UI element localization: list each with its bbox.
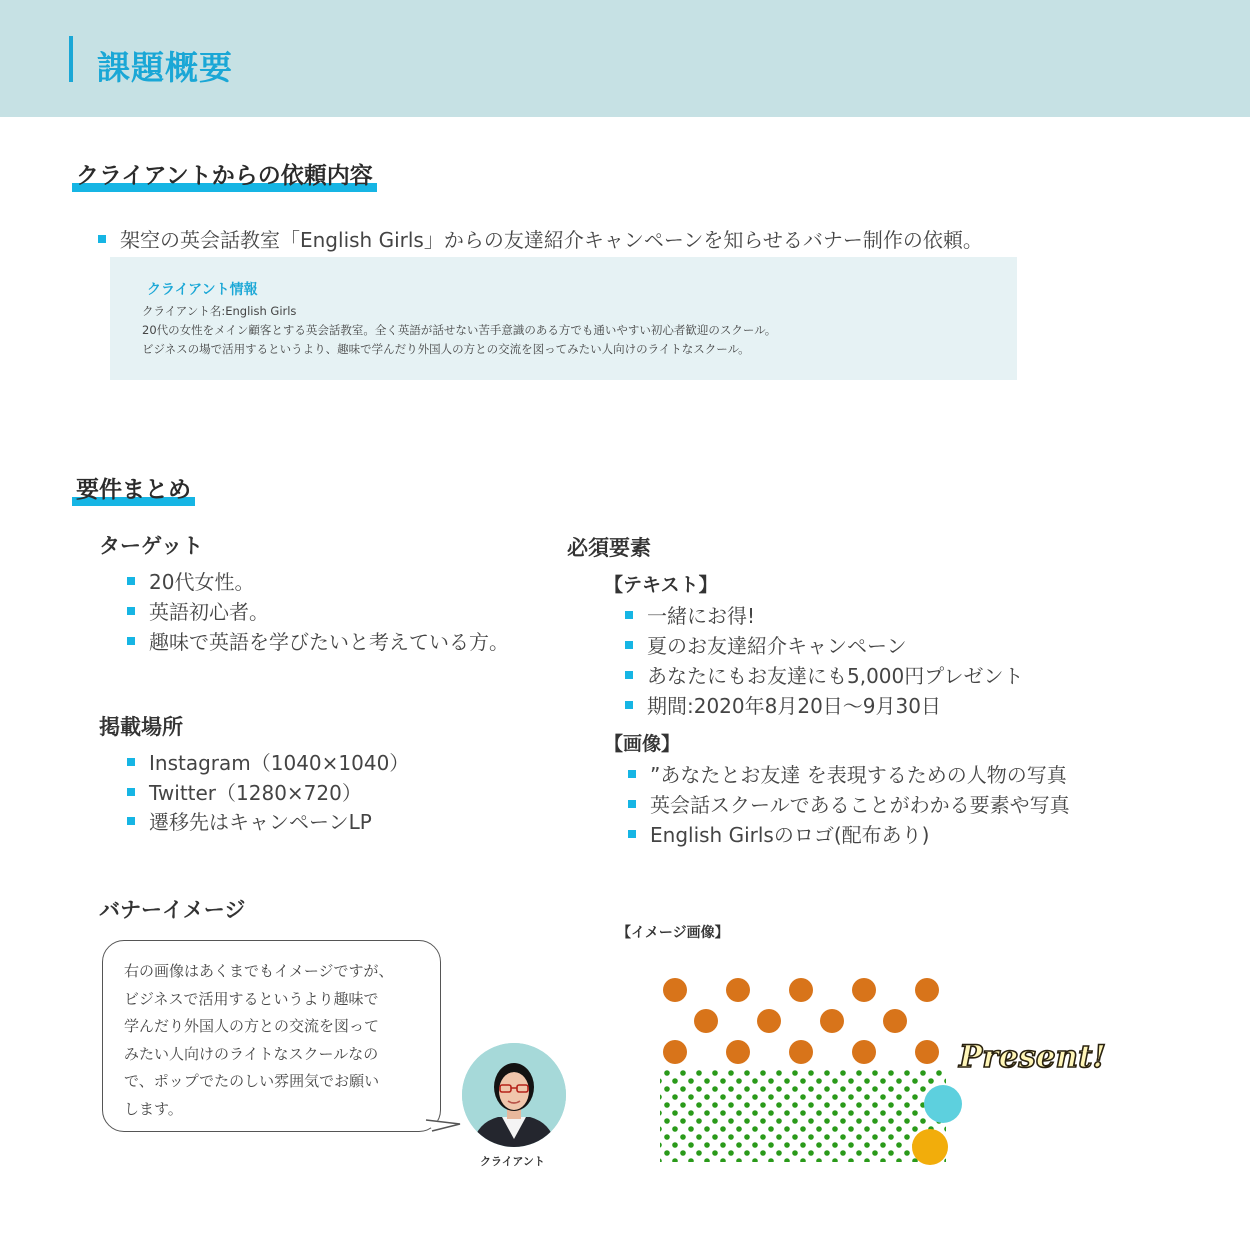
bullet-square-icon	[625, 671, 633, 679]
list-item	[127, 806, 372, 835]
woman-portrait-icon	[462, 1043, 566, 1147]
list-item-text: 20代女性。	[149, 570, 255, 594]
speech-bubble-text	[124, 958, 429, 1124]
client-info-line: 20代の女性をメイン顧客とする英会話教室。全く英語が話せない苦手意識のある方でも通いやすい初心者歓迎のスクール。	[142, 323, 777, 337]
bullet-square-icon	[127, 817, 135, 825]
bubble-line: 右の画像はあくまでもイメージですが、	[124, 962, 394, 980]
bullet-square-icon	[625, 641, 633, 649]
list-item-text: English Girlsのロゴ(配布あり)	[650, 823, 930, 847]
list-item	[127, 777, 362, 806]
cyan-circle	[924, 1085, 962, 1123]
yellow-circle	[912, 1129, 948, 1165]
green-dot-pattern	[660, 1069, 946, 1162]
bubble-line: 学んだり外国人の方との交流を図って	[124, 1017, 380, 1036]
bullet-square-icon	[625, 701, 633, 709]
list-item	[625, 630, 907, 659]
bullet-square-icon	[127, 607, 135, 615]
section-title-client-request	[72, 162, 377, 190]
request-bullet	[98, 224, 983, 253]
required-image-label: 【画像】	[604, 733, 681, 755]
bullet-square-icon	[98, 235, 106, 243]
list-item-text: 期間:2020年8月20日〜9月30日	[647, 694, 941, 718]
bullet-square-icon	[628, 770, 636, 778]
client-info-line: ビジネスの場で活用するというより、趣味で学んだり外国人の方との交流を図ってみたい人向けのライトなスクール。	[142, 342, 750, 356]
request-bullet-text: 架空の英会話教室「English Girls」からの友達紹介キャンペーンを知らせるバナー制作の依頼。	[120, 228, 983, 252]
bubble-line: みたい人向けのライトなスクールなの	[124, 1044, 379, 1063]
list-item-text: ”あなたとお友達 を表現するための人物の写真	[650, 763, 1067, 787]
list-item	[628, 759, 1067, 788]
page-title: 課題概要	[97, 48, 233, 87]
list-item	[127, 747, 409, 776]
header-accent-bar	[69, 36, 73, 82]
list-item	[625, 660, 1023, 689]
bubble-line: ビジネスで活用するというより趣味で	[124, 989, 379, 1008]
speech-bubble-tail	[420, 1098, 464, 1134]
bullet-square-icon	[127, 637, 135, 645]
bullet-square-icon	[628, 800, 636, 808]
list-item-text: あなたにもお友達にも5,000円プレゼント	[647, 664, 1024, 688]
target-title: ターゲット	[99, 534, 204, 558]
header-band	[0, 0, 1250, 117]
list-item-text: Twitter（1280×720）	[149, 781, 362, 805]
bullet-square-icon	[127, 577, 135, 585]
client-info-title: クライアント情報	[147, 282, 258, 298]
list-item	[127, 566, 254, 595]
section-title-text: クライアントからの依頼内容	[76, 163, 373, 189]
image-label: 【イメージ画像】	[617, 925, 729, 941]
avatar-label: クライアント	[480, 1155, 545, 1168]
bullet-square-icon	[628, 830, 636, 838]
bullet-square-icon	[625, 611, 633, 619]
list-item-text: 趣味で英語を学びたいと考えている方。	[149, 630, 509, 654]
list-item	[625, 690, 941, 719]
list-item	[628, 819, 929, 848]
list-item-text: 夏のお友達紹介キャンペーン	[647, 634, 907, 658]
bubble-line: で、ポップでたのしい雰囲気でお願い	[124, 1072, 380, 1091]
list-item	[625, 600, 755, 629]
present-text: Present!	[959, 1039, 1107, 1075]
list-item-text: 英語初心者。	[149, 600, 269, 624]
list-item	[127, 626, 509, 655]
list-item-text: 英会話スクールであることがわかる要素や写真	[650, 793, 1070, 817]
bullet-square-icon	[127, 788, 135, 796]
client-info-box	[110, 257, 1017, 380]
bubble-line: します。	[124, 1099, 183, 1118]
speech-bubble	[102, 940, 441, 1132]
section-title-requirements	[72, 476, 195, 504]
placement-title: 掲載場所	[99, 715, 183, 739]
list-item-text: 一緒にお得!	[647, 604, 756, 628]
list-item-text: Instagram（1040×1040）	[149, 751, 410, 775]
list-item-text: 遷移先はキャンペーンLP	[149, 810, 372, 834]
bullet-square-icon	[127, 758, 135, 766]
required-title: 必須要素	[567, 536, 651, 560]
required-text-label: 【テキスト】	[604, 574, 718, 596]
orange-dot-pattern	[663, 978, 939, 1064]
section-title-text: 要件まとめ	[76, 477, 191, 503]
list-item	[127, 596, 269, 625]
client-avatar	[462, 1043, 566, 1147]
banner-preview-image	[655, 965, 1115, 1175]
list-item	[628, 789, 1070, 818]
banner-image-title: バナーイメージ	[99, 898, 246, 922]
client-info-line: クライアント名:English Girls	[142, 304, 297, 318]
